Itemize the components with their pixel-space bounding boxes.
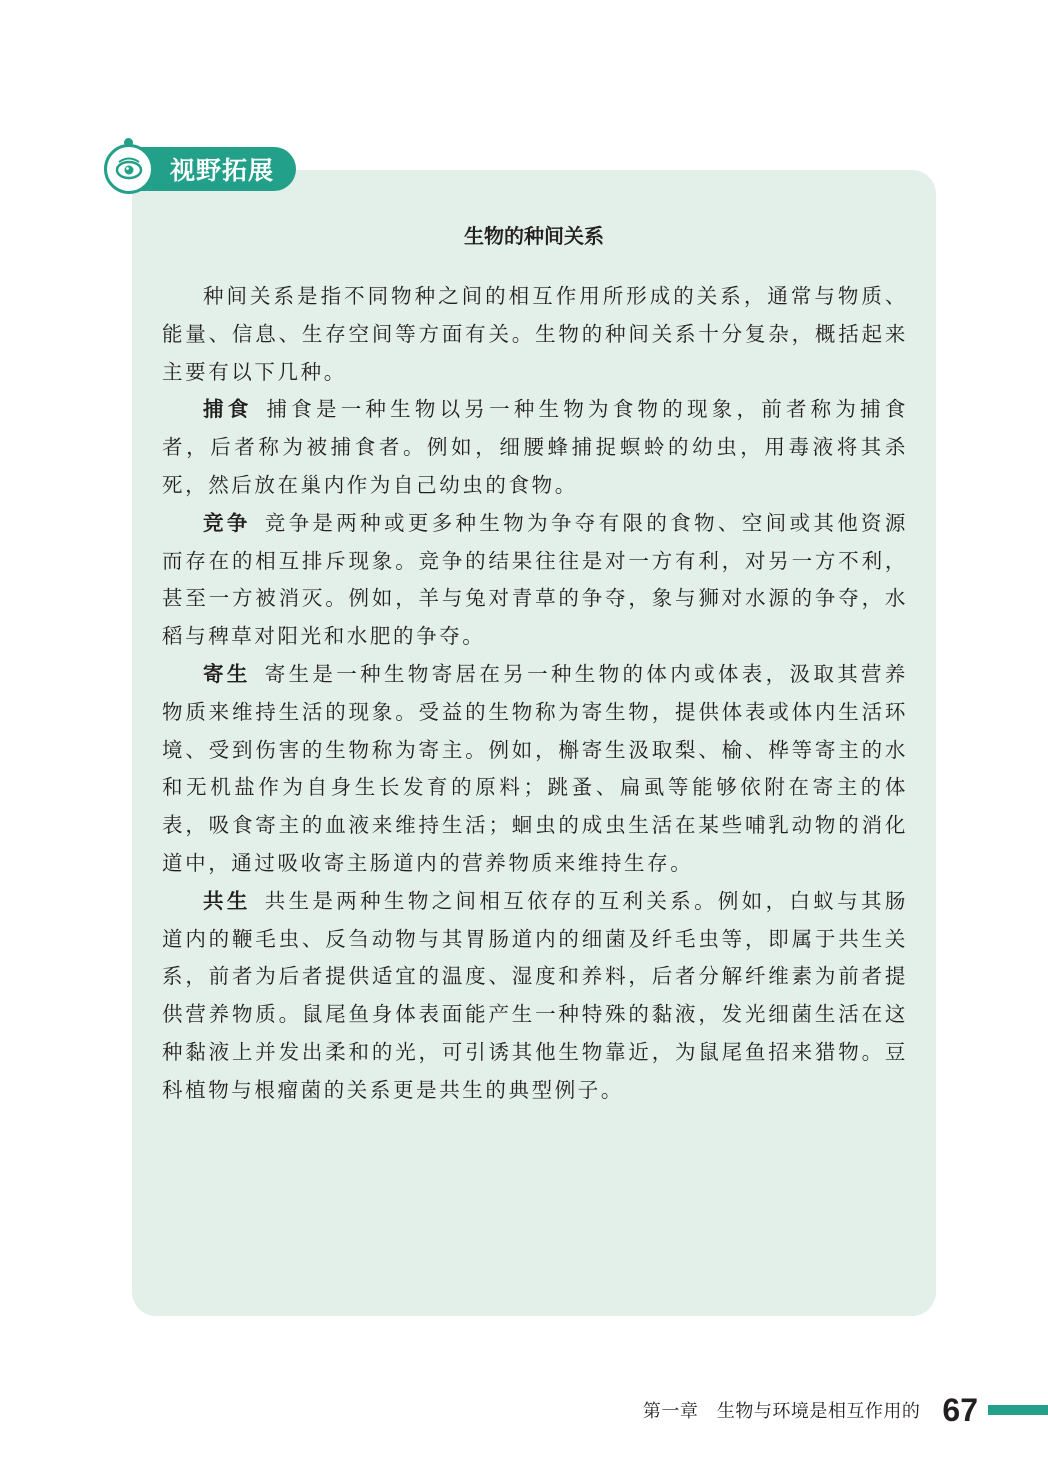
badge-label: 视野拓展 <box>134 147 296 191</box>
term-parasitism: 寄生 <box>203 661 251 686</box>
paragraph-competition <box>162 505 908 656</box>
text-parasitism: 寄生是一种生物寄居在另一种生物的体内或体表，汲取其营养物质来维持生活的现象。受益的生物称为寄生物，提供体表或体内生活环境、受到伤害的生物称为寄主。例如，槲寄生汲取梨、榆、桦等寄主的水和无机盐作为自身生长发育的原料；跳蚤、扁虱等能够依附在寄主的体表，吸食寄主的血液来维持生活；蛔虫的成虫生活在某些哺乳动物的消化道中，通过吸收寄主肠道内的营养物质来维持生存。 <box>162 661 909 875</box>
text-predation: 捕食是一种生物以另一种生物为食物的现象，前者称为捕食者，后者称为被捕食者。例如，细腰蜂捕捉螟蛉的幼虫，用毒液将其杀死，然后放在巢内作为自己幼虫的食物。 <box>162 397 908 497</box>
article-body <box>162 278 908 1110</box>
chapter-title: 第一章 生物与环境是相互作用的 <box>642 1401 921 1422</box>
badge-dot <box>124 138 133 147</box>
page-footer <box>643 1390 1048 1430</box>
term-competition: 竞争 <box>203 510 251 535</box>
page-number: 67 <box>942 1391 978 1428</box>
paragraph-predation <box>162 391 908 504</box>
eye-icon-graphic <box>112 152 146 186</box>
text-competition: 竞争是两种或更多种生物为争夺有限的食物、空间或其他资源而存在的相互排斥现象。竞争的结果往往是对一方有利，对另一方不利，甚至一方被消灭。例如，羊与兔对青草的争夺，象与狮对水源的争夺，水稻与稗草对阳光和水肥的争夺。 <box>162 510 909 649</box>
term-predation: 捕食 <box>203 397 253 422</box>
paragraph-symbiosis <box>162 883 908 1110</box>
paragraph-parasitism <box>162 656 908 883</box>
eye-icon <box>104 144 154 194</box>
text-symbiosis: 共生是两种生物之间相互依存的互利关系。例如，白蚁与其肠道内的鞭毛虫、反刍动物与其胃肠道内的细菌及纤毛虫等，即属于共生关系，前者为后者提供适宜的温度、湿度和养料，后者分解纤维素为前者提供营养物质。鼠尾鱼身体表面能产生一种特殊的黏液，发光细菌生活在这种黏液上并发出柔和的光，可引诱其他生物靠近，为鼠尾鱼招来猎物。豆科植物与根瘤菌的关系更是共生的典型例子。 <box>162 888 909 1102</box>
term-symbiosis: 共生 <box>203 888 251 913</box>
article-title: 生物的种间关系 <box>464 224 604 248</box>
intro-paragraph: 种间关系是指不同物种之间的相互作用所形成的关系，通常与物质、能量、信息、生存空间等方面有关。生物的种间关系十分复杂，概括起来主要有以下几种。 <box>162 284 908 384</box>
footer-accent-bar <box>988 1405 1048 1415</box>
section-badge <box>104 144 296 194</box>
